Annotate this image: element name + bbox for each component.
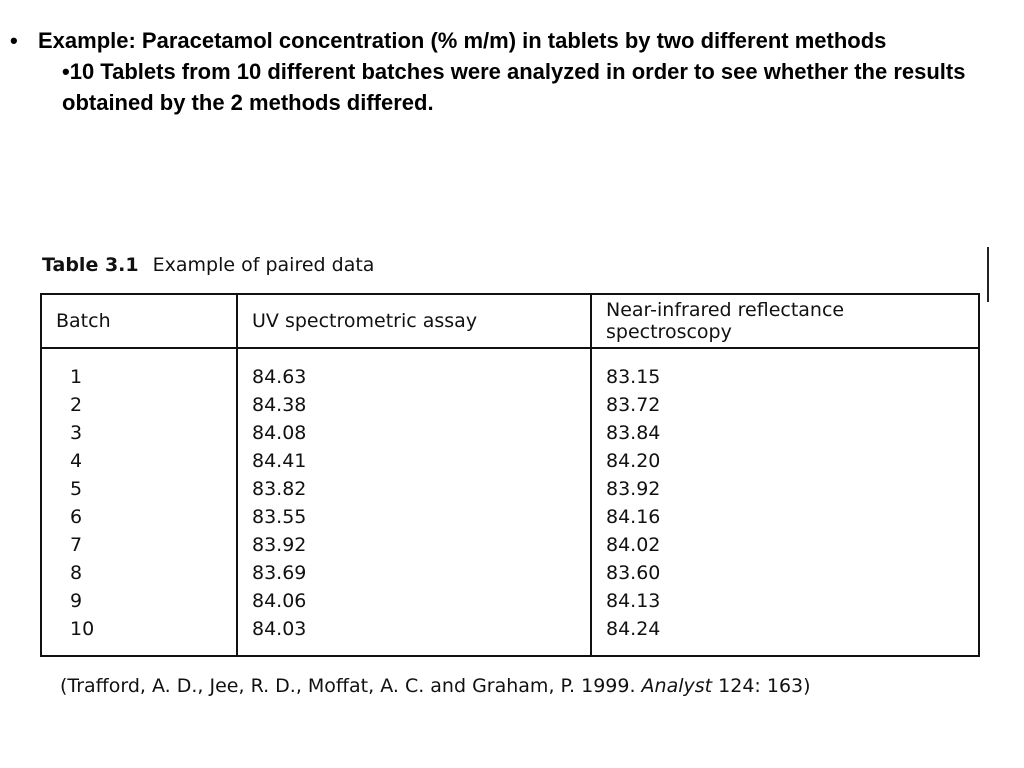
main-bullet — [10, 25, 1010, 56]
cell-batch: 4 — [41, 447, 237, 475]
header-uv: UV spectrometric assay — [237, 294, 591, 348]
scanned-table-figure — [40, 245, 995, 697]
cell-batch: 8 — [41, 559, 237, 587]
cell-nir: 83.84 — [591, 419, 979, 447]
cell-nir: 83.92 — [591, 475, 979, 503]
cell-batch: 3 — [41, 419, 237, 447]
table-row — [41, 559, 979, 587]
cell-batch: 2 — [41, 391, 237, 419]
table-row — [41, 447, 979, 475]
table-row — [41, 419, 979, 447]
table-row — [41, 503, 979, 531]
table-caption-text: Example of paired data — [152, 254, 375, 276]
cell-uv: 84.03 — [237, 615, 591, 656]
bullet-dot: • — [10, 28, 18, 53]
cell-nir: 83.60 — [591, 559, 979, 587]
cell-batch: 6 — [41, 503, 237, 531]
sub-bullet: •10 Tablets from 10 different batches were analyzed in order to see whether the results obtained by the 2 methods differed. — [62, 59, 966, 115]
cell-nir: 84.02 — [591, 531, 979, 559]
citation-authors: (Trafford, A. D., Jee, R. D., Moffat, A. C. and Graham, P. 1999. — [60, 675, 636, 697]
cell-nir: 83.15 — [591, 348, 979, 391]
table-row — [41, 615, 979, 656]
slide-text — [10, 25, 1010, 118]
cell-uv: 83.55 — [237, 503, 591, 531]
cell-batch: 5 — [41, 475, 237, 503]
main-bullet-text: Example: Paracetamol concentration (% m/m) in tablets by two different methods — [38, 28, 887, 53]
header-nir: Near-infrared reflectance spectroscopy — [591, 294, 979, 348]
cell-uv: 83.69 — [237, 559, 591, 587]
cell-batch: 10 — [41, 615, 237, 656]
source-citation — [60, 675, 995, 697]
header-batch: Batch — [41, 294, 237, 348]
cell-uv: 84.38 — [237, 391, 591, 419]
cell-nir: 84.16 — [591, 503, 979, 531]
table-row — [41, 531, 979, 559]
cell-batch: 7 — [41, 531, 237, 559]
table-caption — [42, 245, 995, 285]
table-header-row — [41, 294, 979, 348]
table-caption-number: Table 3.1 — [42, 254, 139, 276]
table-row — [41, 475, 979, 503]
cell-uv: 84.06 — [237, 587, 591, 615]
cell-nir: 83.72 — [591, 391, 979, 419]
cell-batch: 9 — [41, 587, 237, 615]
table-row — [41, 391, 979, 419]
citation-volume: 124: 163) — [718, 675, 811, 697]
cell-nir: 84.13 — [591, 587, 979, 615]
cell-nir: 84.20 — [591, 447, 979, 475]
paired-data-table — [40, 293, 980, 657]
scan-edge-mark — [987, 247, 989, 302]
table-row — [41, 348, 979, 391]
citation-journal: Analyst — [641, 675, 713, 697]
cell-nir: 84.24 — [591, 615, 979, 656]
table-row — [41, 587, 979, 615]
cell-uv: 83.92 — [237, 531, 591, 559]
cell-uv: 83.82 — [237, 475, 591, 503]
cell-uv: 84.41 — [237, 447, 591, 475]
cell-batch: 1 — [41, 348, 237, 391]
cell-uv: 84.08 — [237, 419, 591, 447]
cell-uv: 84.63 — [237, 348, 591, 391]
